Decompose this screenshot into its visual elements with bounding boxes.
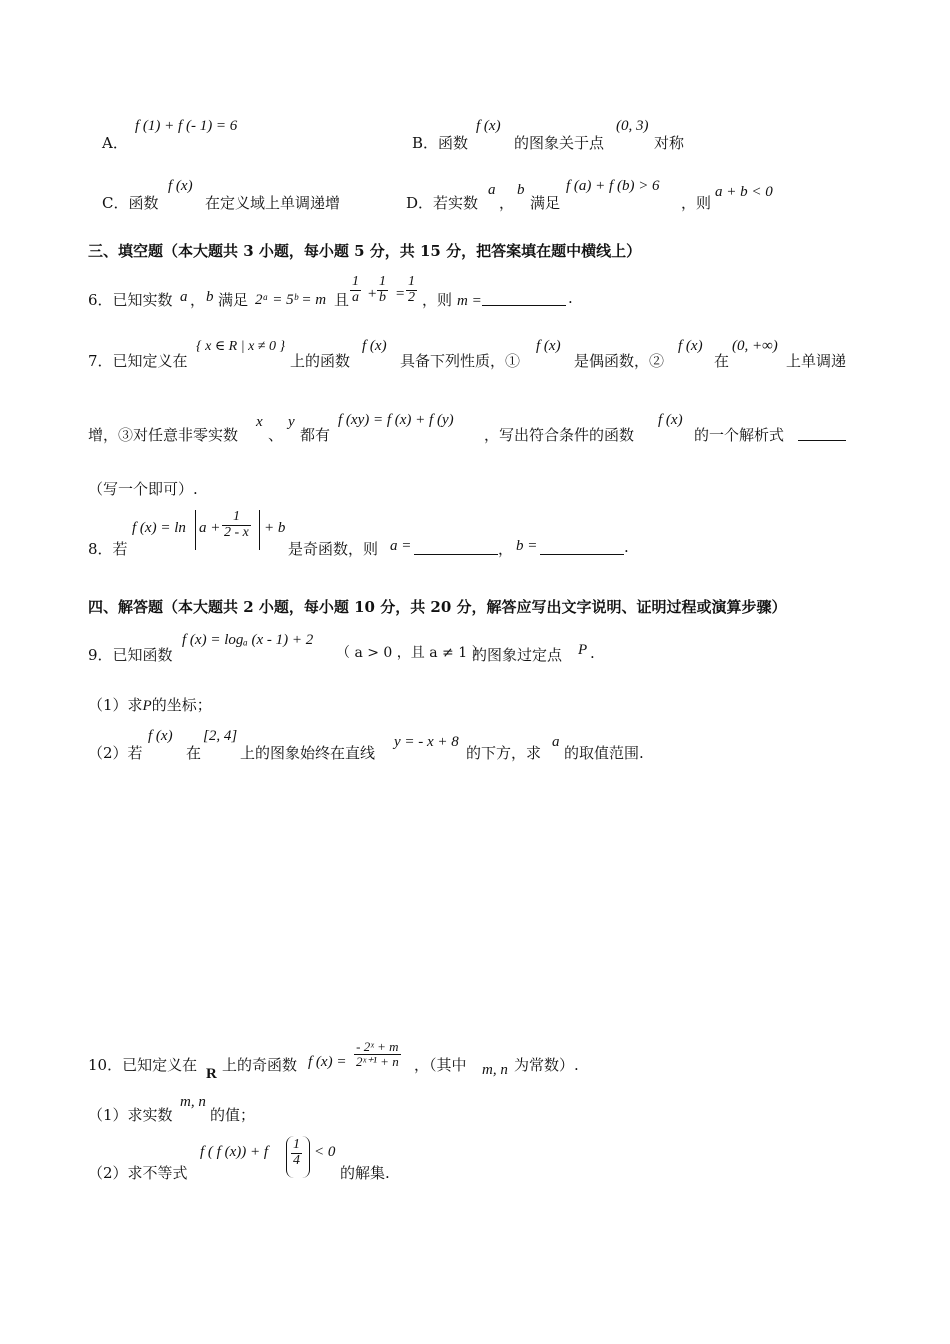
q6-end: . [568,289,573,307]
q10-sub2-text: 的解集. [340,1164,390,1182]
q9-sub2-fx: f (x) [148,728,173,744]
choice-d-label: D．若实数 [406,194,479,212]
q10-sub2-prefix: （2）求不等式 [88,1164,188,1182]
q9-func: f (x) = logₐ (x - 1) + 2 [182,632,314,648]
q10-func: f (x) = [308,1054,347,1070]
choice-b-label: B．函数 [412,134,469,152]
q7-line2-text2: 都有 [300,426,331,444]
q7-sep: 、 [268,426,284,444]
q9-sub1-prefix: （1）求 [88,696,143,714]
choice-d-comma: ， [499,194,515,212]
q10-R: R [206,1066,217,1082]
q9-sub1-text: 的坐标； [151,696,212,714]
q9-sub1-p: P [142,698,152,714]
choice-b-end: 对称 [654,134,685,152]
q8-frac-num: 1 [222,510,251,526]
q10-sub2-frac-den: 4 [293,1152,300,1168]
q9-p: P [578,642,588,658]
q8-b-eq: b = [516,538,538,554]
q9-sub2-in: 在 [186,744,202,762]
q7-x: x [256,414,263,430]
q10-note-end: 为常数）. [514,1056,579,1074]
q8-frac [222,510,251,540]
q8-end: . [624,538,629,556]
choice-a-math: f (1) + f (- 1) = 6 [135,118,238,134]
choice-d-math: f (a) + f (b) > 6 [566,178,660,194]
q10-mn: m, n [482,1062,508,1078]
q9-sub2-text2: 的下方，求 [466,744,542,762]
choice-b-math-fx: f (x) [476,118,501,134]
q7-fx4: f (x) [658,412,683,428]
q8-abs-right-bar [259,510,260,550]
q10-sub1-text: 的值； [210,1106,256,1124]
q10-text1: 上的奇函数 [222,1056,298,1074]
q10-sub2-frac [291,1138,302,1168]
q10-frac [354,1040,401,1068]
q7-domain-set: { x ∈ R | x ≠ 0 } [196,339,286,354]
question-10 [88,1040,860,1088]
q8-a-eq: a = [390,538,412,554]
q10-sub2 [88,1136,860,1186]
q6-b: b [206,289,214,305]
q8-text1: 是奇函数，则 [288,540,379,558]
q7-interval: (0, +∞) [732,338,778,354]
q10-prefix: 10．已知定义在 [88,1056,198,1074]
q7-prefix: 7．已知定义在 [88,352,188,370]
q8-comma: ， [498,540,514,558]
choice-d-b: b [517,182,525,198]
q6-m: m = [457,293,482,309]
q6-frac-1b-num: 1 [379,274,386,289]
choice-c-math: f (x) [168,178,193,194]
q8-a-blank[interactable] [414,540,498,555]
q9-condition: （ a > 0 ，且 a ≠ 1 ） [336,645,486,661]
q7-y: y [288,414,295,430]
q9-sub2 [88,728,860,762]
choice-d-result: a + b < 0 [715,184,773,200]
choice-c-text: 在定义域上单调递增 [205,194,341,212]
q7-fx2: f (x) [536,338,561,354]
question-7-line2 [88,412,860,442]
q7-answer-blank[interactable] [798,426,846,441]
q6-frac-1a [350,275,361,305]
q6-plus: + [367,286,378,302]
choice-d-then: ，则 [681,194,712,212]
q7-text3: 是偶函数，② [574,352,665,370]
section3-title: 三、填空题（本大题共 3 小题，每小题 5 分，共 15 分，把答案填在题中横线上） [88,242,642,260]
q10-frac-num: - 2ˣ + m [354,1040,401,1055]
q6-a: a [180,289,188,305]
q10-sub2-ineq-a: f ( f (x)) + f [200,1144,269,1160]
q6-comma: ， [190,291,206,309]
question-7-line1 [88,338,860,368]
q6-frac-half-den: 2 [408,289,415,305]
choice-b-point: (0, 3) [616,118,649,134]
section4-title: 四、解答题（本大题共 2 小题，每小题 10 分，共 20 分，解答应写出文字说明、证明过程或演算步骤） [88,598,787,616]
q9-prefix: 9．已知函数 [88,646,173,664]
q9-sub2-prefix: （2）若 [88,744,143,762]
q9-sub2-line: y = - x + 8 [394,734,459,750]
q6-frac-1b [377,275,388,305]
q7-identity: f (xy) = f (x) + f (y) [338,412,454,428]
q8-frac-den: 2 - x [224,524,249,540]
choice-d-text: 满足 [530,194,561,212]
q9-text1: 的图象过定点 [472,646,563,664]
q8-plus-b: + b [264,520,286,536]
q6-frac-half [406,275,417,305]
q7-text1: 上的函数 [290,352,351,370]
q9-sub2-text3: 的取值范围. [564,744,644,762]
q7-line2-text4: 的一个解析式 [694,426,785,444]
q7-line2-text3: ，写出符合条件的函数 [484,426,635,444]
q8-func: f (x) = ln [132,520,186,536]
q9-sub1 [88,694,860,715]
q10-sub1-mn: m, n [180,1094,206,1110]
q9-sub2-a: a [552,734,560,750]
q8-abs-left-bar [195,510,196,550]
choice-c-label: C．函数 [102,194,159,212]
q10-note: ，（其中 [414,1056,467,1074]
choice-b-text: 的图象关于点 [514,134,605,152]
q7-text2: 具备下列性质，① [400,352,521,370]
q6-then: ，则 [422,291,453,309]
q10-sub2-ineq-b: < 0 [314,1144,336,1160]
q7-text4: 在 [714,352,730,370]
q9-sub2-text1: 上的图象始终在直线 [240,744,376,762]
q8-prefix: 8．若 [88,540,128,558]
q9-end: . [590,644,595,662]
q7-fx3: f (x) [678,338,703,354]
q7-line3: （写一个即可）. [88,480,198,498]
q10-sub1 [88,1094,860,1124]
q6-frac-1a-num: 1 [352,274,359,289]
q6-text1: 满足 [218,291,249,309]
q6-frac-1a-den: a [352,289,359,305]
q6-answer-blank[interactable] [482,291,566,306]
q8-b-blank[interactable] [540,540,624,555]
q9-sub2-interval: [2, 4] [203,728,238,744]
q6-prefix: 6．已知实数 [88,291,173,309]
q6-and: 且 [334,291,350,309]
q6-frac-1b-den: b [379,289,386,305]
question-9 [88,632,860,662]
q10-frac-den: 2ˣ⁺¹ + n [356,1053,399,1069]
question-8 [88,510,860,558]
q7-text5: 上单调递 [786,352,847,370]
q8-inner-a: a + [199,520,221,536]
q6-equation: 2ᵃ = 5ᵇ = m [255,292,327,308]
q6-equals: = [395,286,406,302]
choice-d-a: a [488,182,496,198]
q10-sub1-prefix: （1）求实数 [88,1106,173,1124]
q7-fx1: f (x) [362,338,387,354]
q7-line2-text1: 增，③对任意非零实数 [88,426,239,444]
choice-a-label: A． [102,134,128,152]
question-6 [88,275,860,315]
q10-sub2-frac-num: 1 [293,1137,300,1152]
q6-frac-half-num: 1 [408,274,415,289]
